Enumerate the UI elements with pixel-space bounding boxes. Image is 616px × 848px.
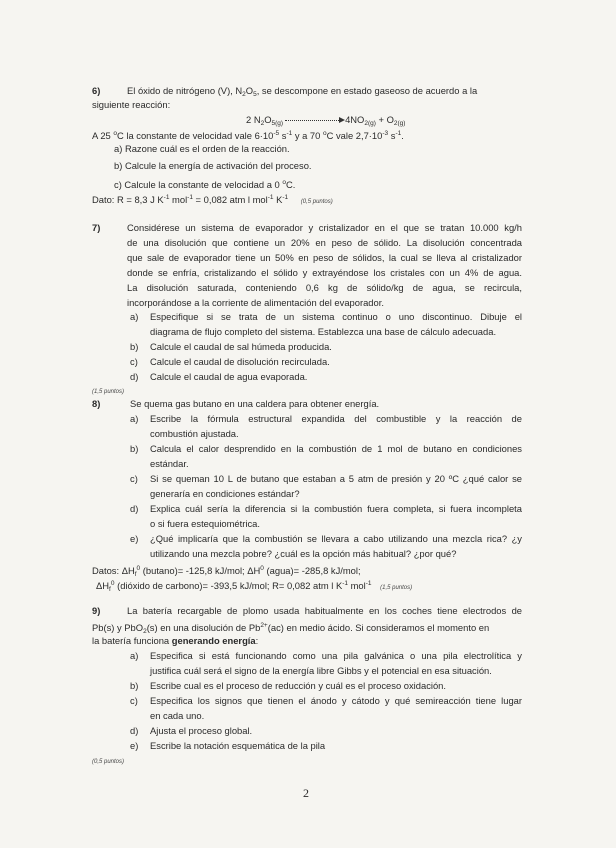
intro-sup: 2+ xyxy=(260,622,268,629)
q8-item-b-label: b) xyxy=(130,443,139,454)
data-text: ΔH xyxy=(96,580,110,591)
data-text: (butano)= -125,8 kJ/mol; ΔH xyxy=(140,565,261,576)
q6-sub: 5 xyxy=(253,91,257,98)
q7-number: 7) xyxy=(92,222,101,233)
intro-text: la batería funciona xyxy=(92,635,172,646)
q6-item-c xyxy=(114,177,295,191)
data-sup: -1 xyxy=(282,194,289,201)
q8-item-e-line1: ¿Qué implicaría que la combustión se llevara a cabo utilizando una mezcla rica? ¿y xyxy=(150,533,522,544)
data-sub: f xyxy=(109,586,111,593)
q8-item-b-line2: estándar. xyxy=(150,458,189,469)
data-text: = 0,082 atm l mol xyxy=(192,194,268,205)
data-sup: -1 xyxy=(342,580,348,587)
intro-text: (s) en una disolución de Pb xyxy=(146,622,261,633)
q7-para-line: que sale de evaporador tiene un 50% en peso de sólidos, la cual se lleva al cristalizador xyxy=(127,252,522,263)
q6-rate-constants xyxy=(92,128,404,142)
data-sup: 0 xyxy=(136,565,141,572)
rate-text: . xyxy=(401,130,404,141)
q8-data-line2 xyxy=(96,578,412,596)
q6-data xyxy=(92,192,333,208)
q7-item-c: Calcule el caudal de disolución recirculada. xyxy=(150,356,330,367)
q8-item-c-line1: Si se queman 10 L de butano que estaban a 5 atm de presión y 20 ºC ¿qué calor se xyxy=(150,473,522,484)
q6-intro-line1 xyxy=(127,85,477,101)
q7-para-line: de una disolución que contiene un 20% en peso de sólido. La disolución concentrada xyxy=(127,237,522,248)
q7-item-a-line2: diagrama de flujo completo del sistema. Establezca una base de cálculo adecuada. xyxy=(150,326,497,337)
data-sub: f xyxy=(134,571,137,578)
q9-item-c-line1: Especifica los signos que tienen el ánodo y cátodo y qué semireacción tiene lugar xyxy=(150,695,522,706)
rate-sup: -3 xyxy=(382,130,389,137)
q9-item-b-label: b) xyxy=(130,680,139,691)
data-text: mol xyxy=(169,194,188,205)
q8-item-a-label: a) xyxy=(130,413,139,424)
item-text: c) Calcule la constante de velocidad a 0 xyxy=(114,179,283,190)
q9-item-a-line2: justifica cuál será el signo de la energía libre Gibbs y el potencial en esa situación. xyxy=(150,665,492,676)
page-number: 2 xyxy=(303,786,309,800)
q7-item-a-line1: Especifique si se trata de un sistema continuo o uno discontinuo. Dibuje el xyxy=(150,311,522,322)
q7-item-d-label: d) xyxy=(130,371,139,382)
q9-item-c-line2: en cada uno. xyxy=(150,710,205,721)
data-text: mol xyxy=(348,580,366,591)
q6-intro-text: O xyxy=(245,85,254,96)
q9-item-d-label: d) xyxy=(130,725,139,736)
rate-sup: -5 xyxy=(273,130,280,137)
q7-para-line: donde se enfría, cristalizando el sólido y extrayéndose los cristales con un 4% de agua. xyxy=(127,267,522,278)
reaction-sub: 2(g) xyxy=(393,120,406,127)
q7-points: (1,5 puntos) xyxy=(92,389,125,395)
data-sup: -1 xyxy=(187,194,193,201)
q6-item-a: a) Razone cuál es el orden de la reacción. xyxy=(114,143,290,154)
q9-item-e: Escribe la notación esquemática de la pila xyxy=(150,740,326,751)
q8-item-a-line2: combustión ajustada. xyxy=(150,428,239,439)
reaction-sub: 2 xyxy=(260,120,265,127)
q7-item-c-label: c) xyxy=(130,356,138,367)
data-text: Datos: ΔH xyxy=(92,565,135,576)
rate-sup: -1 xyxy=(286,130,293,137)
rate-text: C vale 2,7·10 xyxy=(326,130,383,141)
rate-text: C la constante de velocidad vale 6·10 xyxy=(117,130,274,141)
q9-number: 9) xyxy=(92,605,101,616)
q6-intro-line2: siguiente reacción: xyxy=(92,99,171,110)
reaction-text: 2 N xyxy=(246,114,261,125)
rate-sup: -1 xyxy=(395,130,402,137)
data-sup: 0 xyxy=(260,565,264,572)
q8-number: 8) xyxy=(92,398,101,409)
q8-item-c-line2: generaría en condiciones estándar? xyxy=(150,488,300,499)
q8-item-e-line2: utilizando una mezcla pobre? ¿cuál es la opción más habitual? ¿por qué? xyxy=(150,548,457,559)
q7-item-b-label: b) xyxy=(130,341,139,352)
item-text: C. xyxy=(285,179,296,190)
q7-item-b: Calcule el caudal de sal húmeda producida. xyxy=(150,341,332,352)
data-text: K xyxy=(273,194,283,205)
q8-item-d-line2: o si fuera estequiométrica. xyxy=(150,518,260,529)
data-sup: -1 xyxy=(365,580,372,587)
data-sup: 0 xyxy=(110,580,115,587)
reaction-sub: 2(g) xyxy=(364,120,376,127)
item-sup: o xyxy=(282,179,286,186)
reaction-arrow-icon xyxy=(285,120,343,121)
q9-intro-line3 xyxy=(92,635,258,647)
q9-item-b: Escribe cual es el proceso de reducción y cuál es el proceso oxidación. xyxy=(150,680,446,691)
q9-item-e-label: e) xyxy=(130,740,139,751)
reaction-text: 4NO xyxy=(345,114,365,125)
q8-points: (1,5 puntos) xyxy=(380,585,413,591)
q6-item-b: b) Calcule la energía de activación del proceso. xyxy=(114,160,312,171)
q9-item-c-label: c) xyxy=(130,695,138,706)
rate-text: A 25 xyxy=(92,130,114,141)
q8-intro: Se quema gas butano en una caldera para obtener energía. xyxy=(130,398,380,409)
intro-text: (ac) en medio ácido. Si consideramos el momento en xyxy=(267,622,490,633)
q9-intro-line1: La batería recargable de plomo usada habitualmente en los coches tiene electrodos de xyxy=(127,605,522,616)
q9-item-d: Ajusta el proceso global. xyxy=(150,725,253,736)
q8-item-d-label: d) xyxy=(130,503,139,514)
q9-item-a-label: a) xyxy=(130,650,139,661)
q6-intro-text: El óxido de nitrógeno (V), N xyxy=(127,85,243,96)
q8-item-e-label: e) xyxy=(130,533,139,544)
intro-sub: 2 xyxy=(143,628,147,635)
rate-text: s xyxy=(279,130,287,141)
reaction-sub: 5(g) xyxy=(271,120,284,127)
reaction-text: + O xyxy=(375,114,394,125)
intro-text: Pb(s) y PbO xyxy=(92,622,144,633)
q8-item-a-line1: Escribe la fórmula estructural expandida del combustible y la reacción de xyxy=(150,413,522,424)
q7-para-line: Considérese un sistema de evaporador y cristalizador en el que se tratan 10.000 kg/h xyxy=(127,222,522,233)
q8-item-c-label: c) xyxy=(130,473,138,484)
q7-para-last: incorporándose a la corriente de alimentación del evaporador. xyxy=(127,297,384,308)
reaction-text: O xyxy=(264,114,272,125)
q6-intro-text: , se descompone en estado gaseoso de acuerdo a la xyxy=(256,85,478,96)
intro-text: : xyxy=(255,635,259,646)
rate-sup: o xyxy=(322,130,327,137)
q9-points: (0,5 puntos) xyxy=(92,759,125,765)
rate-sup: o xyxy=(113,130,117,137)
data-sup: -1 xyxy=(163,194,170,201)
intro-bold: generando energía xyxy=(171,635,256,646)
q6-points: (0,5 puntos) xyxy=(300,199,333,205)
data-sup: -1 xyxy=(267,194,274,201)
rate-text: s xyxy=(388,130,396,141)
q9-item-a-line1: Especifica si está funcionando como una pila galvánica o una pila electrolítica y xyxy=(150,650,522,661)
data-text: Dato: R = 8,3 J K xyxy=(92,194,164,205)
q8-item-d-line1: Explica cuál sería la diferencia si la combustión fuera completa, si fuera incompleta xyxy=(150,503,522,514)
q7-item-d: Calcule el caudal de agua evaporada. xyxy=(150,371,308,382)
rate-text: y a 70 xyxy=(292,130,323,141)
data-text: (dióxido de carbono)= -393,5 kJ/mol; R= 0,082 atm l K xyxy=(114,580,343,591)
q7-item-a-label: a) xyxy=(130,311,139,322)
q8-item-b-line1: Calcula el calor desprendido en la combustión de 1 mol de butano en condiciones xyxy=(150,443,522,454)
q6-number: 6) xyxy=(92,85,101,96)
q7-para-line: La disolución saturada, conteniendo 0,6 kg de sólido/kg de agua, se recircula, xyxy=(127,282,522,293)
q6-sub: 2 xyxy=(242,91,246,98)
data-text: (agua)= -285,8 kJ/mol; xyxy=(263,565,361,576)
